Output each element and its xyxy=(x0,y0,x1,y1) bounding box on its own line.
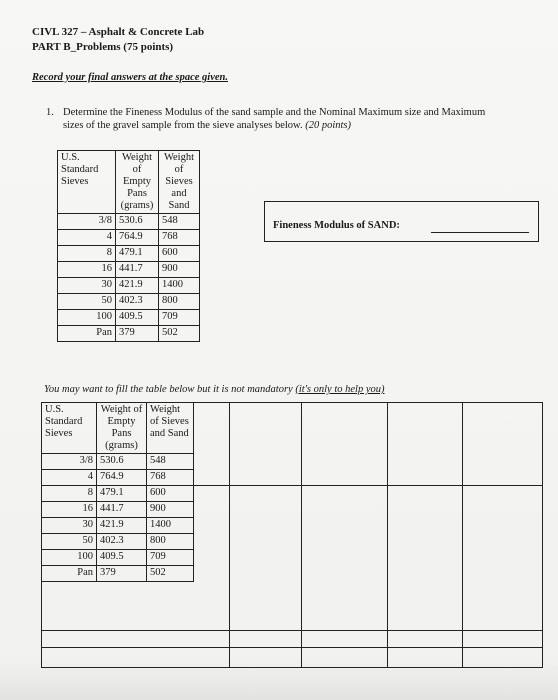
helper-sand-weight-cell: 1400 xyxy=(147,518,194,534)
sieve-sand-weight-cell: 709 xyxy=(159,310,200,326)
helper-row xyxy=(42,454,194,470)
helper-row xyxy=(42,534,194,550)
helper-header-empty-pans: Weight of Empty Pans (grams) xyxy=(97,403,147,454)
sieve-sieve-cell: 3/8 xyxy=(58,214,116,230)
helper-row xyxy=(42,502,194,518)
sieve-sieve-cell: 8 xyxy=(58,246,116,262)
sieve-row xyxy=(58,310,200,326)
sieve-pan-weight-cell: 530.6 xyxy=(116,214,159,230)
helper-note xyxy=(44,384,384,395)
course-title: CIVL 327 – Asphalt & Concrete Lab xyxy=(32,26,205,38)
helper-column-divider xyxy=(462,403,463,667)
sieve-pan-weight-cell: 479.1 xyxy=(116,246,159,262)
sieve-sieve-cell: 30 xyxy=(58,278,116,294)
helper-sieve-cell: 3/8 xyxy=(42,454,97,470)
helper-note-underlined: (it's only to help you) xyxy=(295,384,385,395)
sieve-sand-weight-cell: 768 xyxy=(159,230,200,246)
header-sieves: U.S. Standard Sieves xyxy=(58,151,116,214)
sieve-pan-weight-cell: 402.3 xyxy=(116,294,159,310)
helper-row xyxy=(42,486,194,502)
helper-table-header xyxy=(42,403,194,454)
helper-sand-weight-cell: 600 xyxy=(147,486,194,502)
sieve-sand-weight-cell: 548 xyxy=(159,214,200,230)
helper-pan-weight-cell: 402.3 xyxy=(97,534,147,550)
part-title: PART B_Problems (75 points) xyxy=(32,41,174,53)
helper-row xyxy=(42,550,194,566)
sieve-sieve-cell: 100 xyxy=(58,310,116,326)
helper-sieve-cell: Pan xyxy=(42,566,97,582)
sieve-row xyxy=(58,278,200,294)
sieve-sand-weight-cell: 800 xyxy=(159,294,200,310)
question-text xyxy=(63,106,508,132)
sieve-pan-weight-cell: 421.9 xyxy=(116,278,159,294)
sieve-sand-weight-cell: 600 xyxy=(159,246,200,262)
answer-box xyxy=(264,201,539,242)
sieve-sieve-cell: 16 xyxy=(58,262,116,278)
helper-sieve-cell: 100 xyxy=(42,550,97,566)
sieve-row xyxy=(58,294,200,310)
fineness-modulus-label: Fineness Modulus of SAND: xyxy=(273,220,400,231)
helper-sieve-cell: 4 xyxy=(42,470,97,486)
question-body: Determine the Fineness Modulus of the sand sample and the Nominal Maximum size and Maximum sizes of the gravel sample from the sieve analyses below. xyxy=(63,107,486,131)
sieve-table xyxy=(57,150,200,342)
page-shadow xyxy=(0,660,558,700)
sieve-sand-weight-cell: 1400 xyxy=(159,278,200,294)
helper-row xyxy=(42,518,194,534)
helper-row xyxy=(42,566,194,582)
sieve-sand-weight-cell: 502 xyxy=(159,326,200,342)
header-sieves-sand: Weight of Sieves and Sand xyxy=(159,151,200,214)
helper-row-divider xyxy=(42,630,542,631)
sieve-pan-weight-cell: 409.5 xyxy=(116,310,159,326)
question-number: 1. xyxy=(46,107,54,118)
helper-row-divider xyxy=(42,485,542,486)
helper-row-divider xyxy=(42,647,542,648)
sieve-table-header xyxy=(58,151,200,214)
sieve-pan-weight-cell: 764.9 xyxy=(116,230,159,246)
sieve-row xyxy=(58,326,200,342)
helper-sand-weight-cell: 709 xyxy=(147,550,194,566)
helper-row xyxy=(42,470,194,486)
helper-sand-weight-cell: 768 xyxy=(147,470,194,486)
sieve-sieve-cell: 50 xyxy=(58,294,116,310)
helper-table-body xyxy=(42,454,194,582)
sieve-pan-weight-cell: 379 xyxy=(116,326,159,342)
header-empty-pans: Weight of Empty Pans (grams) xyxy=(116,151,159,214)
helper-header-sieves-sand: Weight of Sieves and Sand xyxy=(147,403,194,454)
helper-column-divider xyxy=(387,403,388,667)
helper-pan-weight-cell: 441.7 xyxy=(97,502,147,518)
sieve-sieve-cell: Pan xyxy=(58,326,116,342)
helper-sand-weight-cell: 502 xyxy=(147,566,194,582)
sieve-table-body xyxy=(58,214,200,342)
helper-pan-weight-cell: 409.5 xyxy=(97,550,147,566)
helper-table xyxy=(41,402,543,668)
helper-column-divider xyxy=(229,403,230,667)
sieve-pan-weight-cell: 441.7 xyxy=(116,262,159,278)
helper-sieve-cell: 30 xyxy=(42,518,97,534)
helper-sand-weight-cell: 800 xyxy=(147,534,194,550)
helper-pan-weight-cell: 764.9 xyxy=(97,470,147,486)
helper-sieve-cell: 50 xyxy=(42,534,97,550)
question-points: (20 points) xyxy=(305,120,351,131)
sieve-row xyxy=(58,262,200,278)
sieve-row xyxy=(58,246,200,262)
helper-sieve-table xyxy=(42,403,194,582)
answer-line[interactable] xyxy=(431,232,529,233)
helper-pan-weight-cell: 421.9 xyxy=(97,518,147,534)
helper-pan-weight-cell: 379 xyxy=(97,566,147,582)
helper-sand-weight-cell: 548 xyxy=(147,454,194,470)
helper-column-divider xyxy=(301,403,302,667)
helper-pan-weight-cell: 479.1 xyxy=(97,486,147,502)
sieve-sieve-cell: 4 xyxy=(58,230,116,246)
sieve-sand-weight-cell: 900 xyxy=(159,262,200,278)
helper-header-sieves: U.S. Standard Sieves xyxy=(42,403,97,454)
helper-note-text: You may want to fill the table below but it is not mandatory xyxy=(44,384,296,395)
sieve-row xyxy=(58,230,200,246)
sieve-row xyxy=(58,214,200,230)
helper-sieve-cell: 16 xyxy=(42,502,97,518)
instruction: Record your final answers at the space given. xyxy=(32,72,228,83)
helper-sand-weight-cell: 900 xyxy=(147,502,194,518)
helper-pan-weight-cell: 530.6 xyxy=(97,454,147,470)
helper-sieve-cell: 8 xyxy=(42,486,97,502)
